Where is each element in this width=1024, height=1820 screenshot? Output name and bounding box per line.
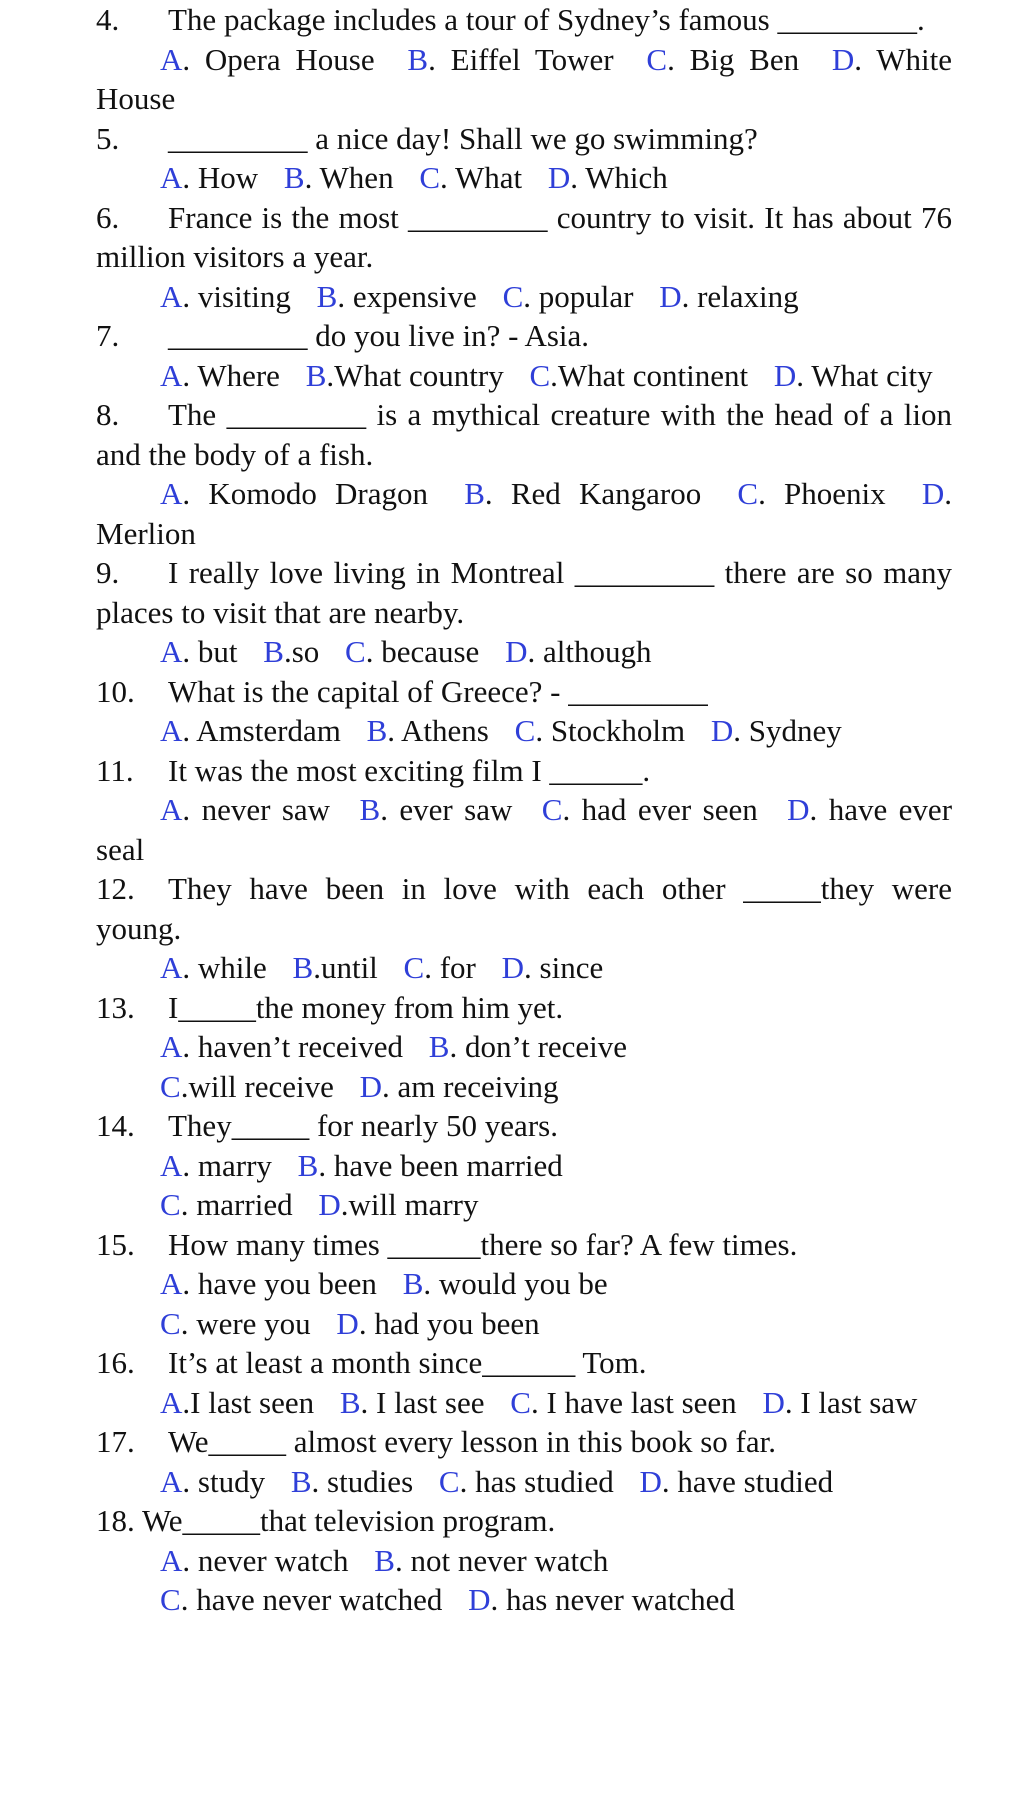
option-d: D. relaxing bbox=[659, 278, 799, 314]
option-c: C.What continent bbox=[529, 357, 749, 393]
option-b: B.What country bbox=[305, 357, 504, 393]
options-11 bbox=[96, 790, 952, 869]
option-b: B.so bbox=[263, 634, 320, 669]
option-b: B. ever saw bbox=[359, 792, 513, 827]
question-number: 15. bbox=[96, 1226, 135, 1262]
question-number: 7. bbox=[96, 318, 120, 353]
option-a: A. have you been bbox=[160, 1266, 377, 1301]
question-8 bbox=[96, 395, 952, 474]
option-c: C. were you bbox=[160, 1305, 311, 1341]
option-a: A. never watch bbox=[160, 1542, 349, 1578]
question-number: 14. bbox=[96, 1108, 135, 1143]
option-b: B. would you be bbox=[402, 1266, 608, 1301]
question-text: They_____ for nearly 50 years. bbox=[168, 1108, 558, 1143]
question-number: 17. bbox=[96, 1424, 135, 1459]
option-d: D. am receiving bbox=[359, 1068, 559, 1104]
option-a: A. haven’t received bbox=[160, 1029, 404, 1064]
option-d: D. Sydney bbox=[710, 713, 842, 748]
question-13 bbox=[96, 988, 952, 1028]
option-c: C. because bbox=[345, 634, 480, 669]
question-number: 8. bbox=[96, 397, 120, 432]
question-text: I_____the money from him yet. bbox=[168, 989, 564, 1025]
question-number: 13. bbox=[96, 989, 135, 1025]
options-12 bbox=[96, 948, 952, 988]
option-a: A. marry bbox=[160, 1147, 272, 1183]
options-14-row2 bbox=[96, 1185, 952, 1225]
option-a: A. Amsterdam bbox=[160, 713, 341, 748]
option-c: C. married bbox=[160, 1187, 293, 1222]
option-b: B. When bbox=[283, 160, 394, 195]
options-10 bbox=[96, 711, 952, 751]
option-d: D. I last saw bbox=[762, 1384, 918, 1420]
option-b: B. don’t receive bbox=[428, 1029, 628, 1064]
option-c: C. for bbox=[403, 950, 476, 985]
question-text: We_____that television program. bbox=[141, 1503, 556, 1538]
options-6 bbox=[96, 277, 952, 317]
option-d: D. White House bbox=[96, 41, 952, 116]
options-15-row2 bbox=[96, 1304, 952, 1344]
options-13-row1 bbox=[96, 1027, 952, 1067]
question-text: France is the most _________ country to visit. It has about 76 million visitors a year. bbox=[96, 199, 952, 274]
option-b: B. Athens bbox=[366, 713, 489, 748]
question-10 bbox=[96, 672, 952, 712]
option-a: A. never saw bbox=[160, 792, 331, 827]
option-a: A. How bbox=[160, 160, 259, 195]
question-7 bbox=[96, 316, 952, 356]
question-text: We_____ almost every lesson in this book so far. bbox=[168, 1424, 776, 1459]
option-c: C.will receive bbox=[160, 1068, 334, 1104]
option-d: D. Merlion bbox=[96, 476, 953, 551]
option-a: A. study bbox=[160, 1463, 266, 1499]
question-text: I really love living in Montreal _________ there are so many places to visit that are nearby. bbox=[96, 555, 952, 630]
question-text: _________ do you live in? - Asia. bbox=[168, 318, 590, 353]
options-15-row1 bbox=[96, 1264, 952, 1304]
option-b: B. studies bbox=[290, 1463, 414, 1499]
options-8 bbox=[96, 474, 952, 553]
option-d: D.will marry bbox=[318, 1187, 479, 1222]
question-number: 4. bbox=[96, 2, 120, 37]
question-12 bbox=[96, 869, 952, 948]
option-c: C. popular bbox=[502, 278, 634, 314]
option-b: B. I last see bbox=[339, 1384, 485, 1420]
question-18 bbox=[96, 1501, 952, 1541]
question-number: 12. bbox=[96, 871, 135, 906]
option-d: D. Which bbox=[547, 160, 668, 195]
option-a: A.I last seen bbox=[160, 1384, 315, 1420]
option-c: C. have never watched bbox=[160, 1582, 443, 1617]
question-number: 11. bbox=[96, 752, 134, 788]
option-b: B. have been married bbox=[297, 1147, 563, 1183]
options-13-row2 bbox=[96, 1067, 952, 1107]
question-text: The package includes a tour of Sydney’s famous _________. bbox=[168, 2, 925, 37]
question-text: It’s at least a month since______ Tom. bbox=[168, 1345, 647, 1380]
question-number: 18. bbox=[96, 1503, 135, 1538]
question-number: 9. bbox=[96, 555, 120, 590]
options-9 bbox=[96, 632, 952, 672]
question-number: 10. bbox=[96, 673, 135, 709]
options-4 bbox=[96, 40, 952, 119]
question-14 bbox=[96, 1106, 952, 1146]
option-c: C. I have last seen bbox=[510, 1384, 737, 1420]
question-9 bbox=[96, 553, 952, 632]
option-b: B.until bbox=[292, 950, 378, 985]
option-d: D. has never watched bbox=[468, 1582, 735, 1617]
question-text: _________ a nice day! Shall we go swimming? bbox=[168, 120, 758, 156]
worksheet bbox=[96, 0, 952, 1620]
question-text: They have been in love with each other _____they were young. bbox=[96, 871, 952, 946]
question-4 bbox=[96, 0, 952, 40]
option-b: B. Red Kangaroo bbox=[464, 476, 702, 511]
option-c: C. What bbox=[419, 160, 523, 195]
option-d: D. have ever seal bbox=[96, 792, 953, 867]
option-a: A. visiting bbox=[160, 278, 291, 314]
options-5 bbox=[96, 158, 952, 198]
option-d: D. What city bbox=[773, 357, 933, 393]
option-a: A. Opera House bbox=[160, 41, 375, 77]
option-d: D. although bbox=[505, 634, 652, 669]
options-7 bbox=[96, 356, 952, 396]
option-b: B. expensive bbox=[316, 278, 477, 314]
options-18-row1 bbox=[96, 1541, 952, 1581]
option-a: A. but bbox=[160, 634, 238, 669]
option-c: C. has studied bbox=[438, 1463, 614, 1499]
options-17 bbox=[96, 1462, 952, 1502]
options-18-row2 bbox=[96, 1580, 952, 1620]
option-c: C. Stockholm bbox=[514, 713, 686, 748]
option-d: D. had you been bbox=[336, 1305, 540, 1341]
question-number: 5. bbox=[96, 120, 120, 156]
question-number: 16. bbox=[96, 1345, 135, 1380]
option-a: A. Komodo Dragon bbox=[160, 476, 429, 511]
question-5 bbox=[96, 119, 952, 159]
question-15 bbox=[96, 1225, 952, 1265]
options-16 bbox=[96, 1383, 952, 1423]
option-a: A. Where bbox=[160, 357, 280, 393]
question-text: It was the most exciting film I ______. bbox=[168, 752, 651, 788]
option-b: B. Eiffel Tower bbox=[407, 41, 614, 77]
option-d: D. have studied bbox=[639, 1463, 834, 1499]
option-b: B. not never watch bbox=[374, 1542, 609, 1578]
question-17 bbox=[96, 1422, 952, 1462]
option-c: C. Phoenix bbox=[737, 476, 886, 511]
option-c: C. had ever seen bbox=[541, 792, 758, 827]
option-c: C. Big Ben bbox=[646, 41, 800, 77]
question-16 bbox=[96, 1343, 952, 1383]
options-14-row1 bbox=[96, 1146, 952, 1186]
question-text: The _________ is a mythical creature with the head of a lion and the body of a fish. bbox=[96, 397, 952, 472]
option-d: D. since bbox=[501, 950, 604, 985]
option-a: A. while bbox=[160, 950, 267, 985]
question-11 bbox=[96, 751, 952, 791]
question-text: What is the capital of Greece? - _________ bbox=[168, 673, 708, 709]
question-number: 6. bbox=[96, 199, 120, 235]
question-6 bbox=[96, 198, 952, 277]
question-text: How many times ______there so far? A few times. bbox=[168, 1226, 798, 1262]
